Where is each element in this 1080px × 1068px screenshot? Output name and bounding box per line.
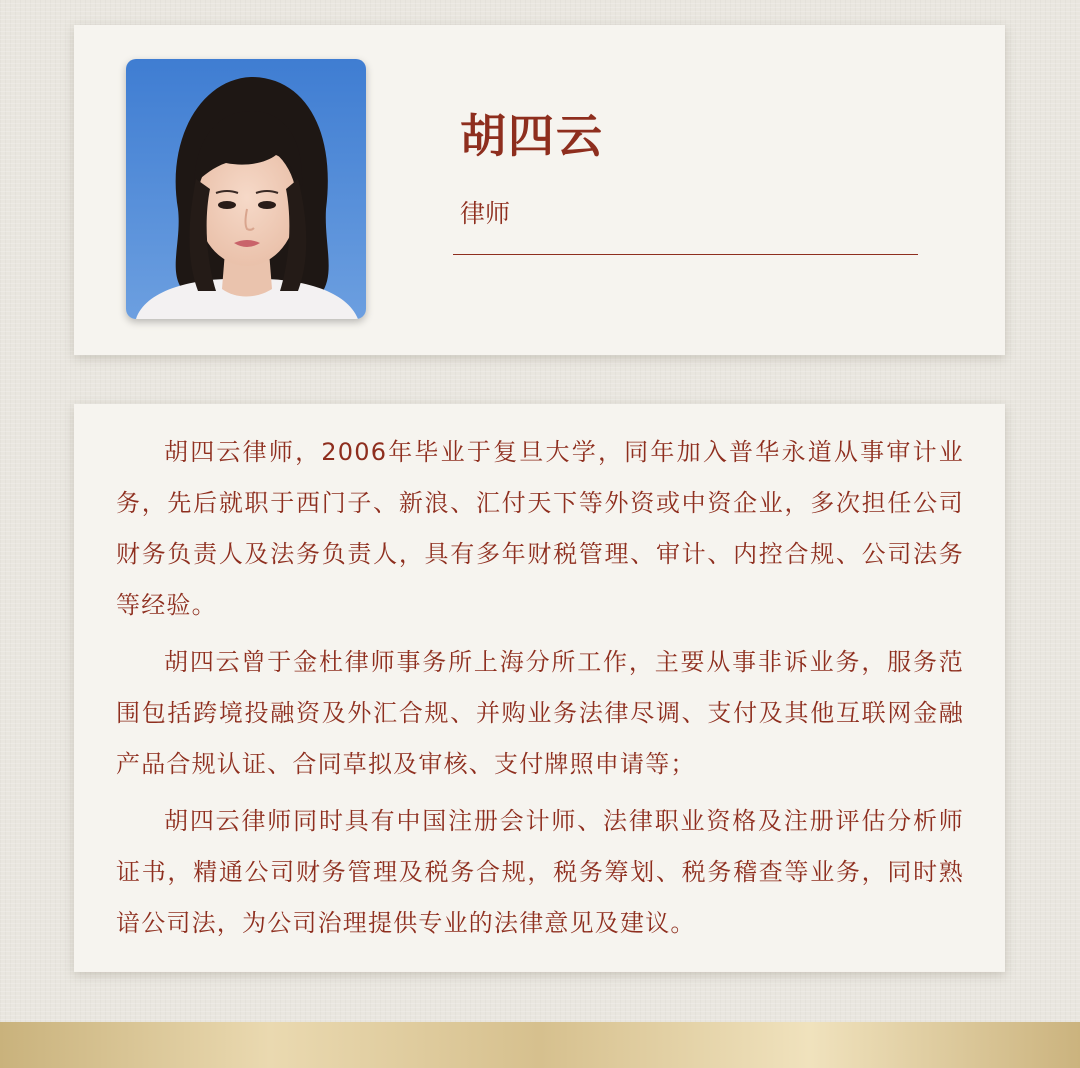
bio-paragraph-3: 胡四云律师同时具有中国注册会计师、法律职业资格及注册评估分析师证书，精通公司财务管理及税务合规，税务筹划、税务稽查等业务，同时熟谙公司法，为公司治理提供专业的法律意见及建议。 <box>116 807 964 937</box>
profile-card <box>74 25 1005 355</box>
bio-text <box>116 427 964 955</box>
lawyer-title: 律师 <box>460 199 511 228</box>
portrait-image <box>126 59 366 319</box>
name-divider <box>453 254 918 255</box>
lawyer-photo <box>126 59 366 319</box>
bio-paragraph-1: 胡四云律师，2006年毕业于复旦大学，同年加入普华永道从事审计业务，先后就职于西门子、新浪、汇付天下等外资或中资企业，多次担任公司财务负责人及法务负责人，具有多年财税管理、审计、内控合规、公司法务等经验。 <box>116 438 964 619</box>
lawyer-name: 胡四云 <box>460 109 604 163</box>
bottom-gold-band <box>0 1022 1080 1068</box>
bio-card <box>74 404 1005 972</box>
bio-paragraph-2: 胡四云曾于金杜律师事务所上海分所工作，主要从事非诉业务，服务范围包括跨境投融资及外汇合规、并购业务法律尽调、支付及其他互联网金融产品合规认证、合同草拟及审核、支付牌照申请等； <box>116 648 964 778</box>
